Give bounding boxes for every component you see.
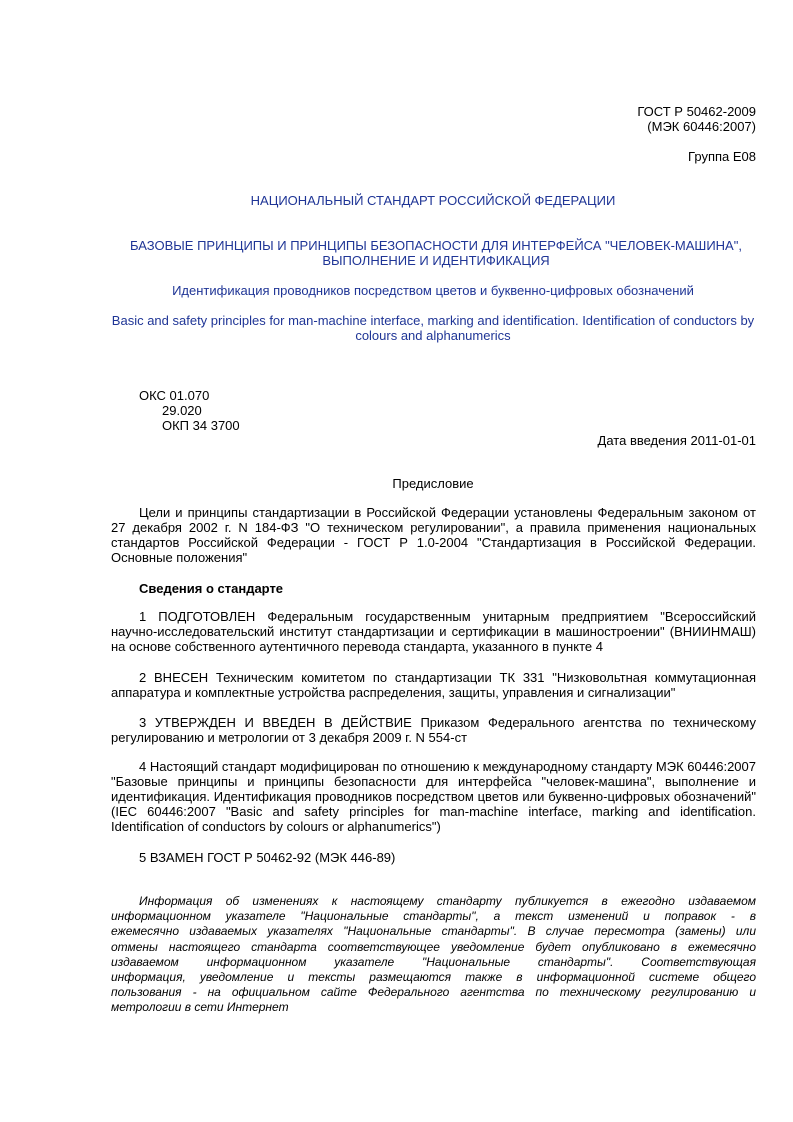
- item-5: 5 ВЗАМЕН ГОСТ Р 50462-92 (МЭК 446-89): [139, 850, 396, 865]
- okp-code: ОКП 34 3700: [162, 418, 240, 433]
- introduction-date: Дата введения 2011-01-01: [597, 433, 756, 448]
- text-line: идентификация. Идентификация проводников посредством цветов или буквенно-цифровых обозначений": [111, 789, 756, 804]
- text-line: 3 УТВЕРЖДЕН И ВВЕДЕН В ДЕЙСТВИЕ Приказом Федерального агентства по техническому: [139, 715, 756, 730]
- iec-number: (МЭК 60446:2007): [647, 119, 756, 134]
- item-1: [111, 609, 756, 654]
- text-line: регулированию и метрологии от 3 декабря 2009 г. N 554-ст: [111, 730, 468, 745]
- text-line: на основе собственного аутентичного перевода стандарта, указанного в пункте 4: [111, 639, 603, 654]
- english-title-line2: colours and alphanumerics: [355, 328, 511, 343]
- item-3: [111, 715, 756, 745]
- text-line: аппаратура и комплектные устройства распределения, защиты, управления и сигнализации": [111, 685, 676, 700]
- text-line: 2 ВНЕСЕН Техническим комитетом по стандартизации ТК 331 "Низковольтная коммутационная: [139, 670, 756, 685]
- text-line: Основные положения": [111, 550, 248, 565]
- item-2: [111, 670, 756, 700]
- text-line: информация, уведомление и тексты размещаются также в информационной системе общего: [111, 970, 756, 985]
- document-designation: [456, 104, 756, 134]
- text-line: информационном указателе "Национальные стандарты", а текст изменений и поправок - в: [111, 909, 756, 924]
- text-line: научно-исследовательский институт стандартизации и сертификации в машиностроении" (ВНИИНМАШ): [111, 624, 756, 639]
- about-standard-heading: Сведения о стандарте: [139, 581, 284, 596]
- text-line: Информация об изменениях к настоящему стандарту публикуется в ежегодно издаваемом: [139, 894, 756, 908]
- changes-info-paragraph: [111, 894, 756, 1016]
- text-line: ежемесячно издаваемых указателях "Национальные стандарты". В случае пересмотра (замены) или: [111, 924, 756, 939]
- english-title-line1: Basic and safety principles for man-machine interface, marking and identification. Identification of conductors by: [111, 313, 755, 328]
- main-title-line1: БАЗОВЫЕ ПРИНЦИПЫ И ПРИНЦИПЫ БЕЗОПАСНОСТИ ДЛЯ ИНТЕРФЕЙСА "ЧЕЛОВЕК-МАШИНА",: [130, 238, 742, 253]
- oks-code-2: 29.020: [162, 403, 202, 418]
- english-title: [0, 313, 793, 343]
- text-line: метрологии в сети Интернет: [111, 1000, 289, 1015]
- text-line: издаваемом информационном указателе "Национальные стандарты". Соответствующая: [111, 954, 756, 969]
- text-line: стандартов Российской Федерации - ГОСТ Р 1.0-2004 "Стандартизация в Российской Федерации.: [111, 535, 756, 550]
- foreword-paragraph: [111, 505, 756, 565]
- text-line: "Базовые принципы и принципы безопасности для интерфейса "человек-машина", выполнение и: [111, 774, 756, 789]
- national-standard-title: НАЦИОНАЛЬНЫЙ СТАНДАРТ РОССИЙСКОЙ ФЕДЕРАЦИИ: [250, 193, 616, 208]
- foreword-heading: Предисловие: [392, 476, 474, 491]
- item-4: [111, 759, 756, 834]
- main-title: [0, 238, 793, 268]
- text-line: 27 декабря 2002 г. N 184-ФЗ "О техническом регулировании", а правила применения национальных: [111, 520, 756, 535]
- text-line: (IEC 60446:2007 "Basic and safety principles for man-machine interface, marking and identification.: [111, 804, 756, 819]
- group-code: Группа Е08: [688, 149, 756, 164]
- subtitle: Идентификация проводников посредством цветов и буквенно-цифровых обозначений: [172, 283, 694, 298]
- oks-code: ОКС 01.070: [139, 388, 210, 403]
- text-line: Identification of conductors by colours or alphanumerics"): [111, 819, 441, 834]
- text-line: Цели и принципы стандартизации в Российской Федерации установлены Федеральным законом от: [139, 505, 756, 520]
- text-line: пользования - на официальном сайте Федерального агентства по техническому регулированию и: [111, 985, 756, 1000]
- main-title-line2: ВЫПОЛНЕНИЕ И ИДЕНТИФИКАЦИЯ: [322, 253, 550, 268]
- text-line: отмены настоящего стандарта соответствующее уведомление будет опубликовано в ежемесячно: [111, 939, 756, 954]
- text-line: 1 ПОДГОТОВЛЕН Федеральным государственным унитарным предприятием "Всероссийский: [139, 609, 756, 624]
- text-line: 4 Настоящий стандарт модифицирован по отношению к международному стандарту МЭК 60446:2007: [139, 759, 756, 774]
- gost-number: ГОСТ Р 50462-2009: [637, 104, 756, 119]
